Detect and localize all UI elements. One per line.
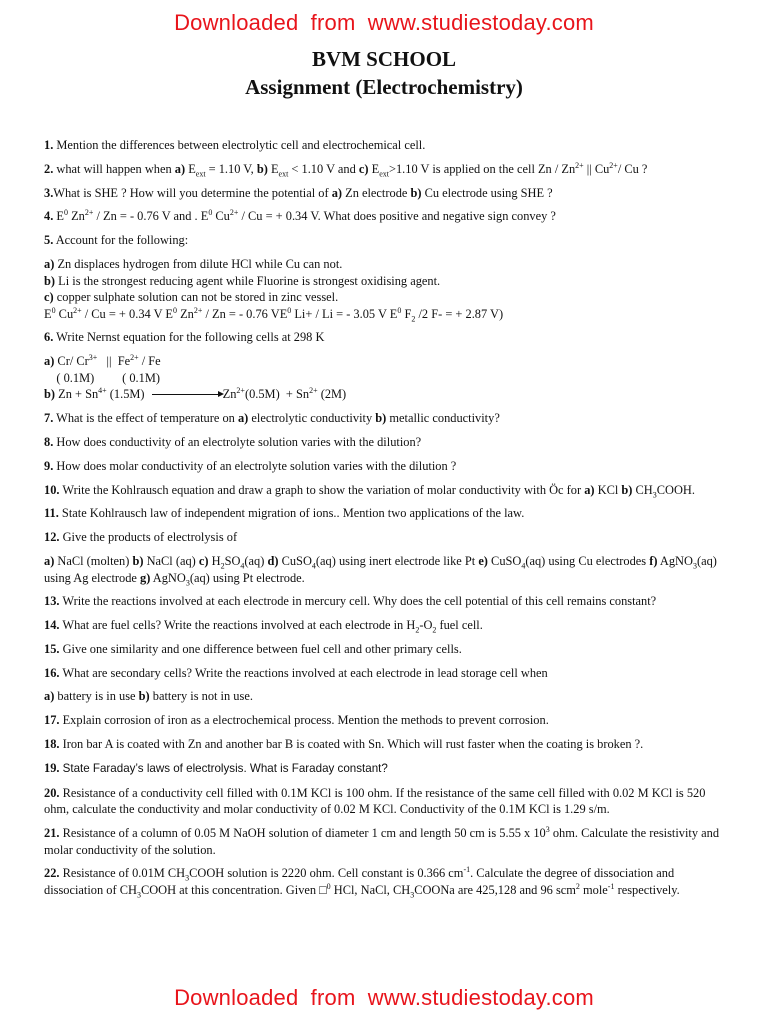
question-20: 20. Resistance of a conductivity cell filled with 0.1M KCl is 100 ohm. If the resistance of the same cell filled with 0.02 M KCl is 520 ohm, calculate the conductivity and molar conductivity of 0.02 M KCl. Conductivity of the 0.1M KCl is 1.29 s/m. (44, 785, 706, 817)
question-6a: a) Cr/ $Cr^{3+}$ || $Fe^{2+}$ / Fe (44, 353, 161, 369)
question-1: 1. Mention the differences between electrolytic cell and electrochemical cell. (44, 138, 426, 152)
question-6b: b) $Zn + Sn^{4+}$ (1.5M) $Zn^{2+}(0.5M) + Sn^{2+}$ (2M) (44, 386, 347, 402)
question-21: 21. Resistance of a column of 0.05 M NaOH solution of diameter 1 cm and length 50 cm is 5.55 x $10^3$ ohm. Calculate the resistivity and molar conductivity of the solution. (44, 824, 720, 857)
question-6a-conc: ( 0.1M) ( 0.1M) (44, 370, 160, 385)
school-name: BVM SCHOOL (311, 47, 457, 71)
question-12: 12. Give the products of electrolysis of (44, 530, 238, 545)
question-22: 22. Resistance of 0.01M $CH_3COOH$ solution is 2220 ohm. Cell constant is 0.366 $cm^{-1}$. Calculate the degree of dissociation and dissociation of $CH_3COOH$ at this concentration. Given □$^0$ HCl, NaCl, $CH_3COONa$ are 425,128 and 96 scm$^2$ mole$^{-1}$ respectively. (44, 865, 680, 900)
question-list (44, 137, 730, 906)
question-12-parts: a) NaCl (molten) b) NaCl (aq) c) $H_2SO_4(aq)$ d) CuSO$_4$(aq) using inert electrode like Pt e) CuSO$_4$(aq) using Cu electrodes f) AgNO$_3$(aq) using Ag electrode g) AgNO$_3$(aq) using Pt electrode. (44, 553, 717, 587)
question-18: 18. Iron bar A is coated with Zn and another bar B is coated with Sn. Which will rust faster when the coating is broken ?. (44, 736, 644, 751)
question-4: 4. $E^0$ $Zn^{2+}$ / Zn = - 0.76 V and . $E^0$ $Cu^{2+}$ / Cu = + 0.34 V. What does positive and negative sign convey ? (44, 208, 556, 224)
question-2: 2. what will happen when a) $E_{ext} = 1.10$ V, b) $E_{ext} < 1.10$ V and c) $E_{ext}>1.10$ V is applied on the cell Zn / $Zn^{2+}$ || $Cu^{2+}/$ Cu ? (44, 160, 648, 179)
download-banner-top: Downloaded from www.studiestoday.com (174, 10, 594, 35)
assignment-title: Assignment (Electrochemistry) (245, 75, 523, 99)
question-5-data: $E^0$ $Cu^{2+}$ / Cu = + 0.34 V $E^0$ $Zn^{2+}$ / Zn = - 0.76 $VE^0$ Li+ / Li = - 3.05 V $E^0$ $F_2$ /2 F- = + 2.87 V) (44, 305, 504, 324)
question-8: 8. How does conductivity of an electrolyte solution varies with the dilution? (44, 435, 422, 449)
question-6: 6. Write Nernst equation for the following cells at 298 K (44, 330, 325, 345)
question-14: 14. What are fuel cells? Write the reactions involved at each electrode in $H_2-O_2$ fuel cell. (44, 618, 483, 635)
question-19: 19. State Faraday’s laws of electrolysis. What is Faraday constant? (44, 760, 388, 775)
question-3: 3.What is SHE ? How will you determine the potential of a) Zn electrode b) Cu electrode using SHE ? (44, 185, 553, 200)
question-10: 10. Write the Kohlrausch equation and draw a graph to show the variation of molar conductivity with Öc for a) KCl b) $CH_3COOH$. (44, 482, 695, 500)
question-7: 7. What is the effect of temperature on a) electrolytic conductivity b) metallic conductivity? (44, 411, 500, 426)
question-16: 16. What are secondary cells? Write the reactions involved at each electrode in lead storage cell when (44, 665, 548, 680)
question-5: 5. Account for the following: (44, 233, 189, 248)
question-15: 15. Give one similarity and one difference between fuel cell and other primary cells. (44, 641, 462, 656)
question-9: 9. How does molar conductivity of an electrolyte solution varies with the dilution ? (44, 458, 457, 473)
question-5a: a) Zn displaces hydrogen from dilute HCl while Cu can not. (44, 256, 343, 271)
question-11: 11. State Kohlrausch law of independent migration of ions.. Mention two applications of the law. (44, 506, 525, 521)
question-17: 17. Explain corrosion of iron as a electrochemical process. Mention the methods to prevent corrosion. (44, 713, 549, 728)
question-5c: c) copper sulphate solution can not be stored in zinc vessel. (44, 290, 339, 305)
download-banner-bottom: Downloaded from www.studiestoday.com (174, 985, 594, 1010)
question-13: 13. Write the reactions involved at each electrode in mercury cell. Why does the cell potential of this cell remains constant? (44, 594, 657, 609)
question-16-parts: a) battery is in use b) battery is not in use. (44, 689, 253, 704)
question-5b: b) Li is the strongest reducing agent while Fluorine is strongest oxidising agent. (44, 273, 441, 288)
reaction-arrow-icon (152, 394, 222, 395)
